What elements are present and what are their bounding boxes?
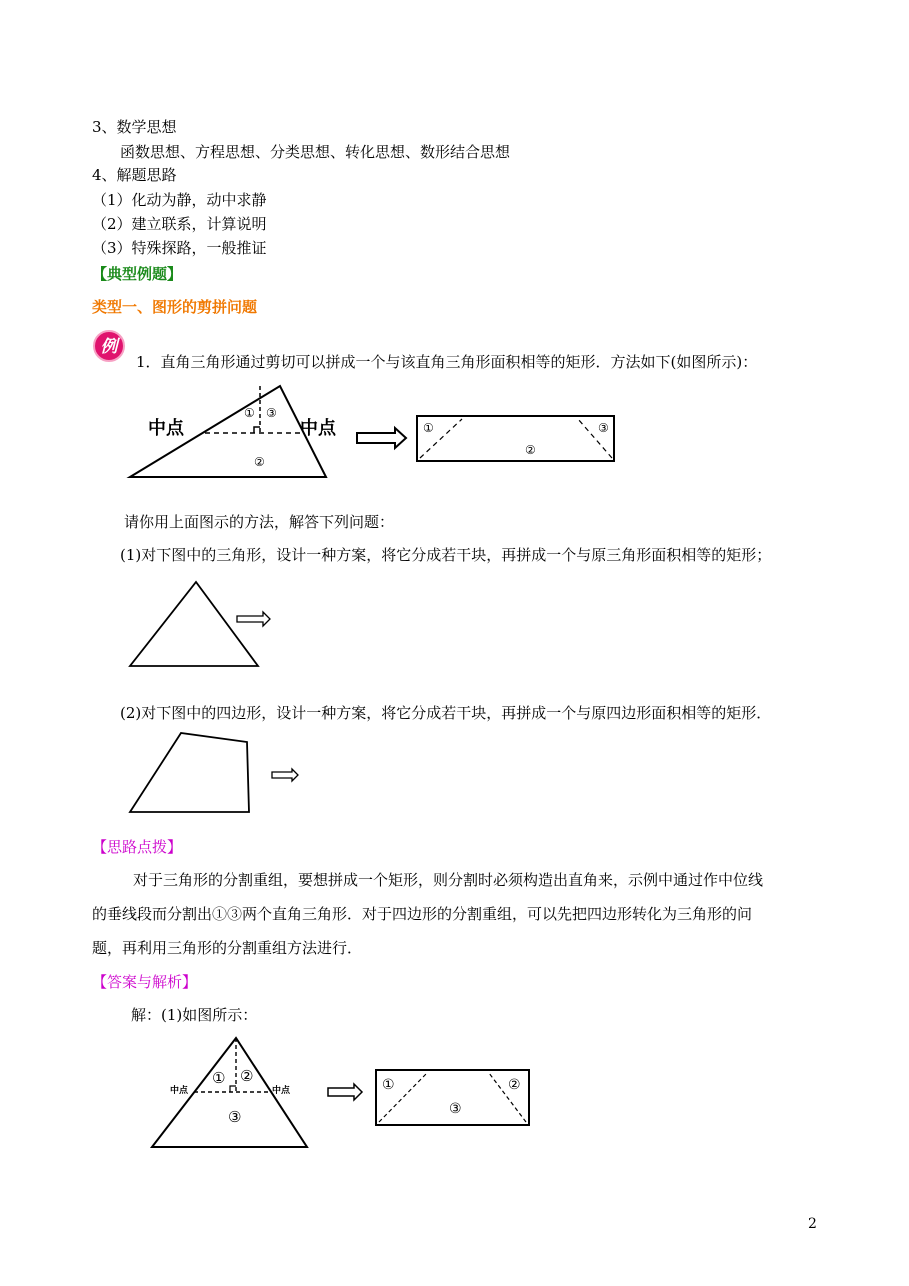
q2-arrow-icon — [272, 769, 298, 781]
figure-answer — [148, 1034, 538, 1152]
answer-piece3-label: ③ — [228, 1108, 242, 1126]
question-2: (2)对下图中的四边形，设计一种方案，将它分成若干块，再拼成一个与原四边形面积相等的矩形． — [120, 704, 772, 722]
section3-content: 函数思想、方程思想、分类思想、转化思想、数形结合思想 — [120, 143, 511, 161]
answer-text: 解：(1)如图所示： — [131, 1006, 258, 1024]
answer-label: 【答案与解析】 — [92, 973, 198, 991]
answer-piece1-label: ① — [212, 1069, 226, 1087]
figure-q2-quadrilateral — [120, 726, 310, 816]
q2-quadrilateral — [130, 733, 249, 812]
hint-line-3: 题，再利用三角形的分割重组方法进行． — [92, 939, 363, 957]
rect-piece3-label: ③ — [598, 421, 609, 435]
answer-rect-piece2-label: ② — [508, 1077, 521, 1093]
piece2-label: ② — [254, 455, 265, 469]
section3-heading: 3、数学思想 — [92, 118, 177, 136]
hint-label: 【思路点拨】 — [92, 838, 183, 856]
figure-q1-triangle — [120, 578, 280, 672]
q1-triangle — [130, 582, 258, 666]
typical-examples-label: 【典型例题】 — [92, 265, 183, 283]
answer-midpoint-left-label: 中点 — [170, 1086, 189, 1096]
example-badge-text: 例 — [100, 337, 118, 357]
rect-piece1-label: ① — [423, 421, 434, 435]
answer-rect-piece1-label: ① — [382, 1077, 395, 1093]
example-badge-icon — [92, 329, 126, 363]
section4-item-3: （3）特殊探路，一般推证 — [92, 239, 267, 257]
section4-heading: 4、解题思路 — [92, 166, 177, 184]
midpoint-right-label: 中点 — [300, 418, 336, 439]
transform-arrow-icon — [357, 428, 406, 448]
question-1: (1)对下图中的三角形，设计一种方案，将它分成若干块，再拼成一个与原三角形面积相等的矩形； — [120, 546, 772, 564]
type-one-title: 类型一、图形的剪拼问题 — [92, 298, 258, 316]
hint-line-2: 的垂线段而分割出①③两个直角三角形．对于四边形的分割重组，可以先把四边形转化为三角形的问 — [92, 905, 753, 923]
piece1-label: ① — [244, 406, 255, 420]
answer-right-angle-mark — [230, 1086, 236, 1092]
page-number: 2 — [808, 1216, 817, 1232]
instruction: 请你用上面图示的方法，解答下列问题： — [124, 513, 395, 531]
figure-right-triangle-to-rectangle — [120, 382, 640, 482]
section4-item-1: （1）化动为静，动中求静 — [92, 191, 267, 209]
piece3-label: ③ — [266, 406, 277, 420]
answer-piece2-label: ② — [240, 1067, 254, 1085]
midpoint-left-label: 中点 — [148, 418, 184, 439]
answer-midpoint-right-label: 中点 — [272, 1086, 291, 1096]
problem-statement: 1．直角三角形通过剪切可以拼成一个与该直角三角形面积相等的矩形．方法如下(如图所示)： — [136, 353, 758, 371]
answer-arrow-icon — [328, 1084, 362, 1100]
q1-arrow-icon — [237, 612, 270, 626]
right-angle-mark — [254, 427, 260, 433]
result-rectangle — [417, 416, 614, 461]
section4-item-2: （2）建立联系，计算说明 — [92, 215, 267, 233]
hint-line-1: 对于三角形的分割重组，要想拼成一个矩形，则分割时必须构造出直角来，示例中通过作中位线 — [133, 871, 764, 889]
rect-piece2-label: ② — [525, 443, 536, 457]
answer-rect-piece3-label: ③ — [449, 1101, 462, 1117]
